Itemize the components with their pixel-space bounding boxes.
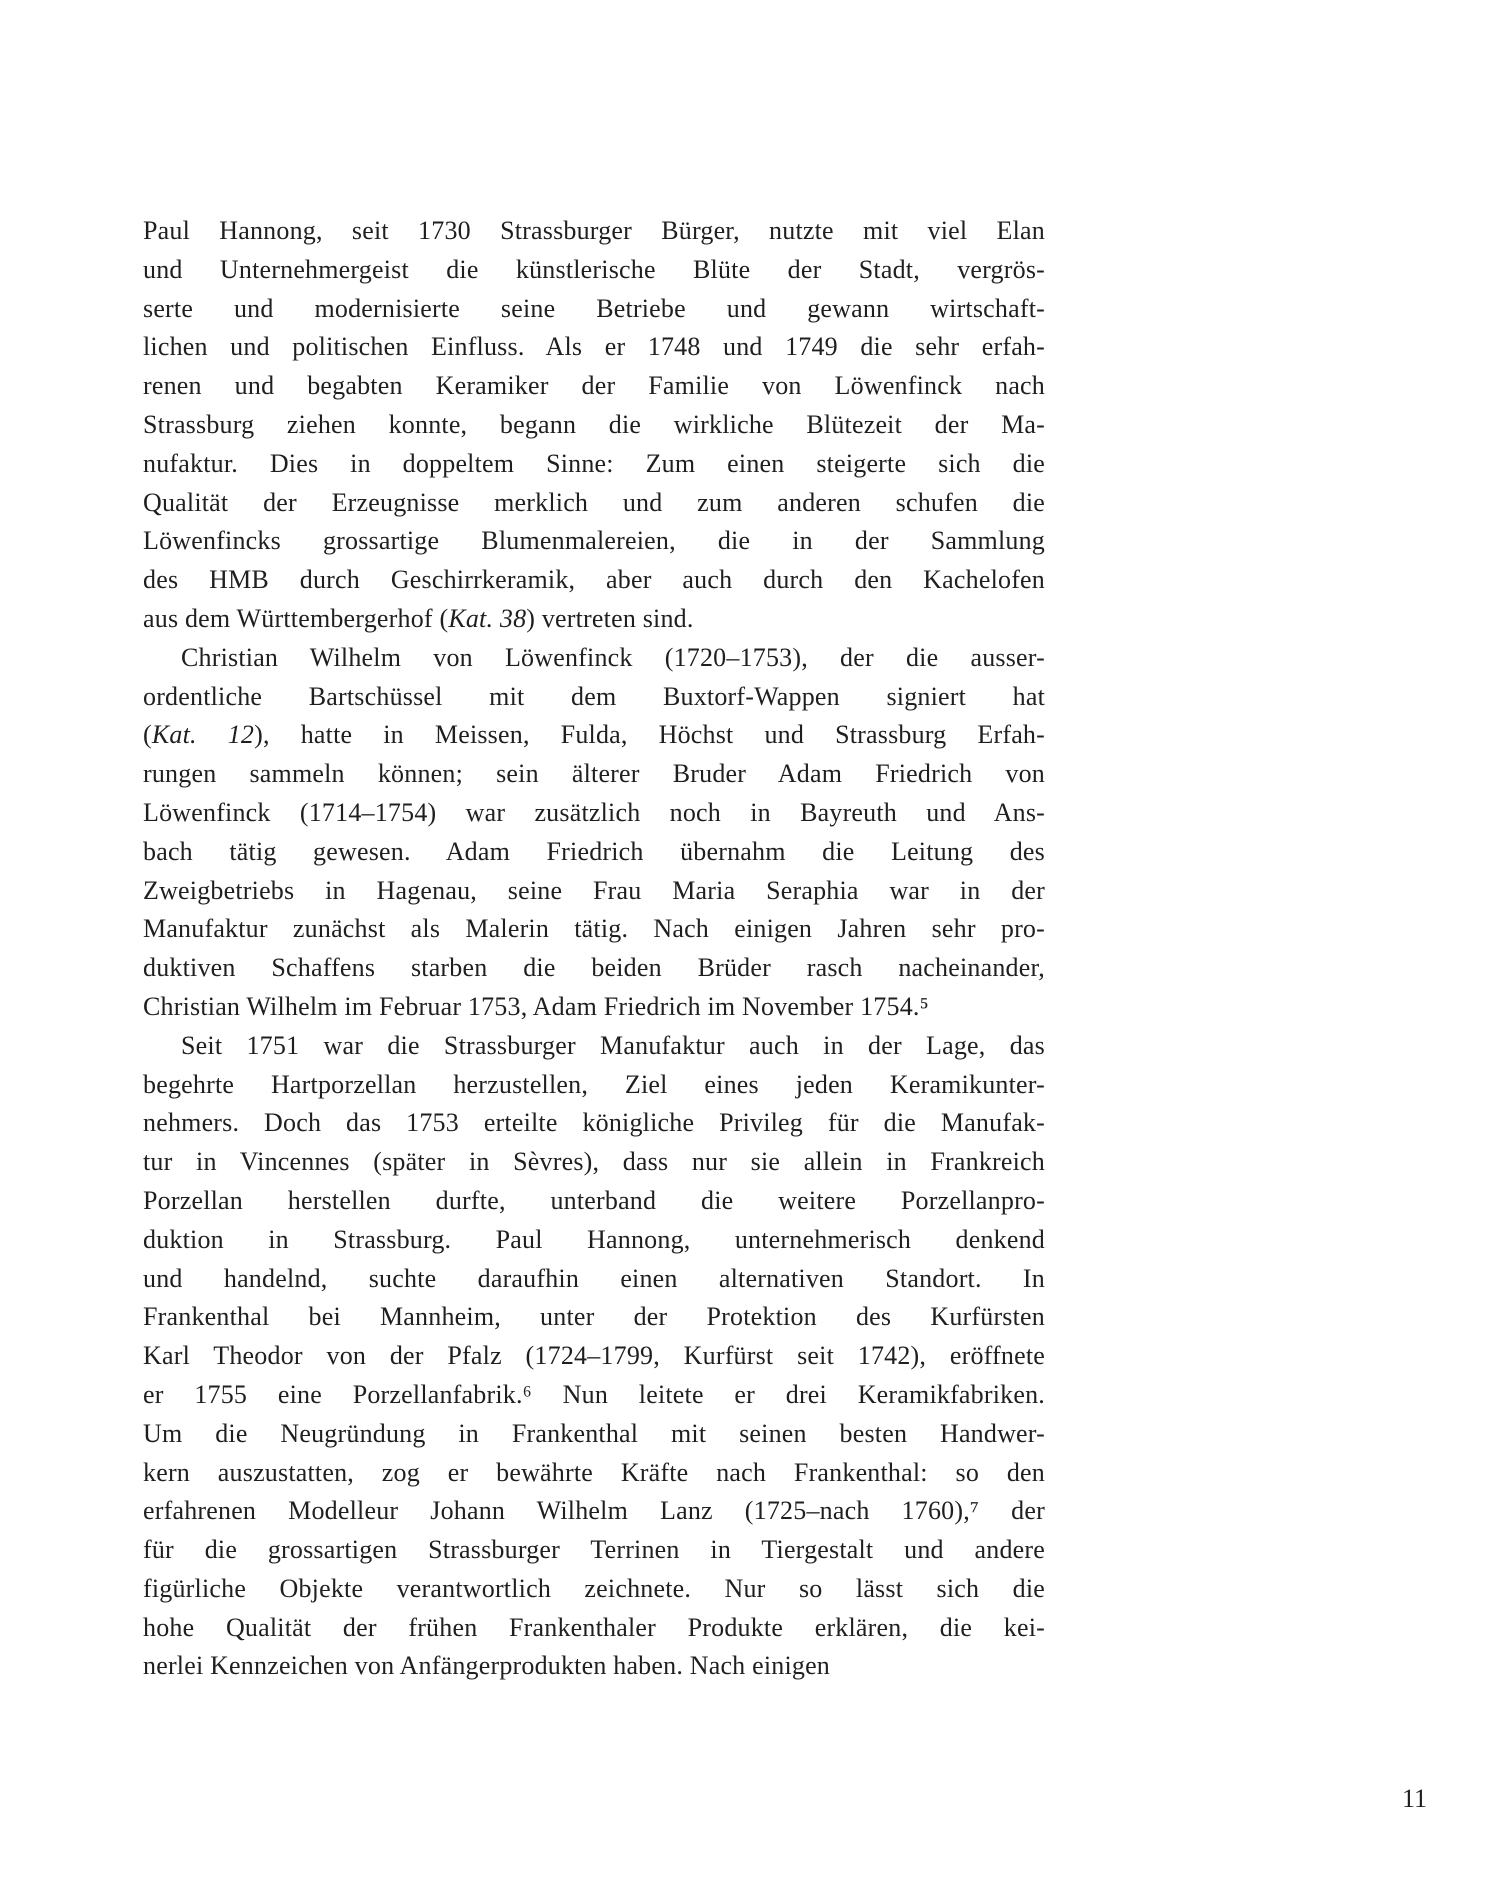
text-line: Zweigbetriebs in Hagenau, seine Frau Maria Seraphia war in der [143,875,1045,905]
text-line: Frankenthal bei Mannheim, unter der Protektion des Kurfürsten [143,1302,1045,1332]
text-line: Manufaktur zunächst als Malerin tätig. Nach einigen Jahren sehr pro- [143,914,1045,944]
text-line: (Kat. 12), hatte in Meissen, Fulda, Höchst und Strassburg Erfah- [143,720,1045,750]
text-line: Christian Wilhelm im Februar 1753, Adam Friedrich im November 1754.⁵ [143,991,929,1021]
text-line: Seit 1751 war die Strassburger Manufaktur auch in der Lage, das [181,1030,1045,1060]
text-line: hohe Qualität der frühen Frankenthaler Produkte erklären, die kei- [143,1612,1045,1642]
text-line: nerlei Kennzeichen von Anfängerprodukten haben. Nach einigen [143,1651,831,1681]
text-line: und Unternehmergeist die künstlerische Blüte der Stadt, vergrös- [143,254,1045,284]
text-line: Porzellan herstellen durfte, unterband die weitere Porzellanpro- [143,1185,1045,1215]
text-line: Karl Theodor von der Pfalz (1724–1799, Kurfürst seit 1742), eröffnete [143,1341,1045,1371]
text-line: figürliche Objekte verantwortlich zeichnete. Nur so lässt sich die [143,1573,1045,1603]
text-line: duktion in Strassburg. Paul Hannong, unternehmerisch denkend [143,1224,1045,1254]
text-line: und handelnd, suchte daraufhin einen alternativen Standort. In [143,1263,1045,1293]
text-line: aus dem Württembergerhof (Kat. 38) vertreten sind. [143,603,694,633]
text-line: Strassburg ziehen konnte, begann die wirkliche Blütezeit der Ma- [143,409,1045,439]
text-line: für die grossartigen Strassburger Terrinen in Tiergestalt und andere [143,1535,1045,1565]
text-line: bach tätig gewesen. Adam Friedrich übernahm die Leitung des [143,836,1045,866]
text-line: des HMB durch Geschirrkeramik, aber auch durch den Kachelofen [143,565,1045,595]
text-line: Qualität der Erzeugnisse merklich und zum anderen schufen die [143,487,1045,517]
text-line: nehmers. Doch das 1753 erteilte königliche Privileg für die Manufak- [143,1108,1045,1138]
text-line: er 1755 eine Porzellanfabrik.⁶ Nun leitete er drei Keramikfabriken. [143,1379,1045,1409]
text-line: duktiven Schaffens starben die beiden Brüder rasch nacheinander, [143,953,1045,983]
text-line: rungen sammeln können; sein älterer Bruder Adam Friedrich von [143,759,1045,789]
text-line: Paul Hannong, seit 1730 Strassburger Bürger, nutzte mit viel Elan [143,216,1045,245]
text-line: nufaktur. Dies in doppeltem Sinne: Zum einen steigerte sich die [143,448,1045,478]
text-line: Löwenfinck (1714–1754) war zusätzlich noch in Bayreuth und Ans- [143,797,1045,827]
text-line: begehrte Hartporzellan herzustellen, Ziel eines jeden Keramikunter- [143,1069,1045,1099]
body-text [143,212,1045,1686]
text-line: kern auszustatten, zog er bewährte Kräfte nach Frankenthal: so den [143,1457,1045,1487]
text-line: renen und begabten Keramiker der Familie von Löwenfinck nach [143,371,1045,401]
text-line: tur in Vincennes (später in Sèvres), dass nur sie allein in Frankreich [143,1147,1045,1177]
text-line: ordentliche Bartschüssel mit dem Buxtorf-Wappen signiert hat [143,681,1045,711]
text-line: erfahrenen Modelleur Johann Wilhelm Lanz (1725–nach 1760),⁷ der [143,1496,1045,1526]
page-number: 11 [1402,1784,1428,1813]
text-line: Um die Neugründung in Frankenthal mit seinen besten Handwer- [143,1418,1045,1448]
text-line: Christian Wilhelm von Löwenfinck (1720–1753), der die ausser- [181,642,1045,672]
text-line: serte und modernisierte seine Betriebe und gewann wirtschaft- [143,293,1045,323]
text-line: Löwenfincks grossartige Blumenmalereien, die in der Sammlung [143,526,1045,556]
text-line: lichen und politischen Einfluss. Als er 1748 und 1749 die sehr erfah- [143,332,1045,362]
